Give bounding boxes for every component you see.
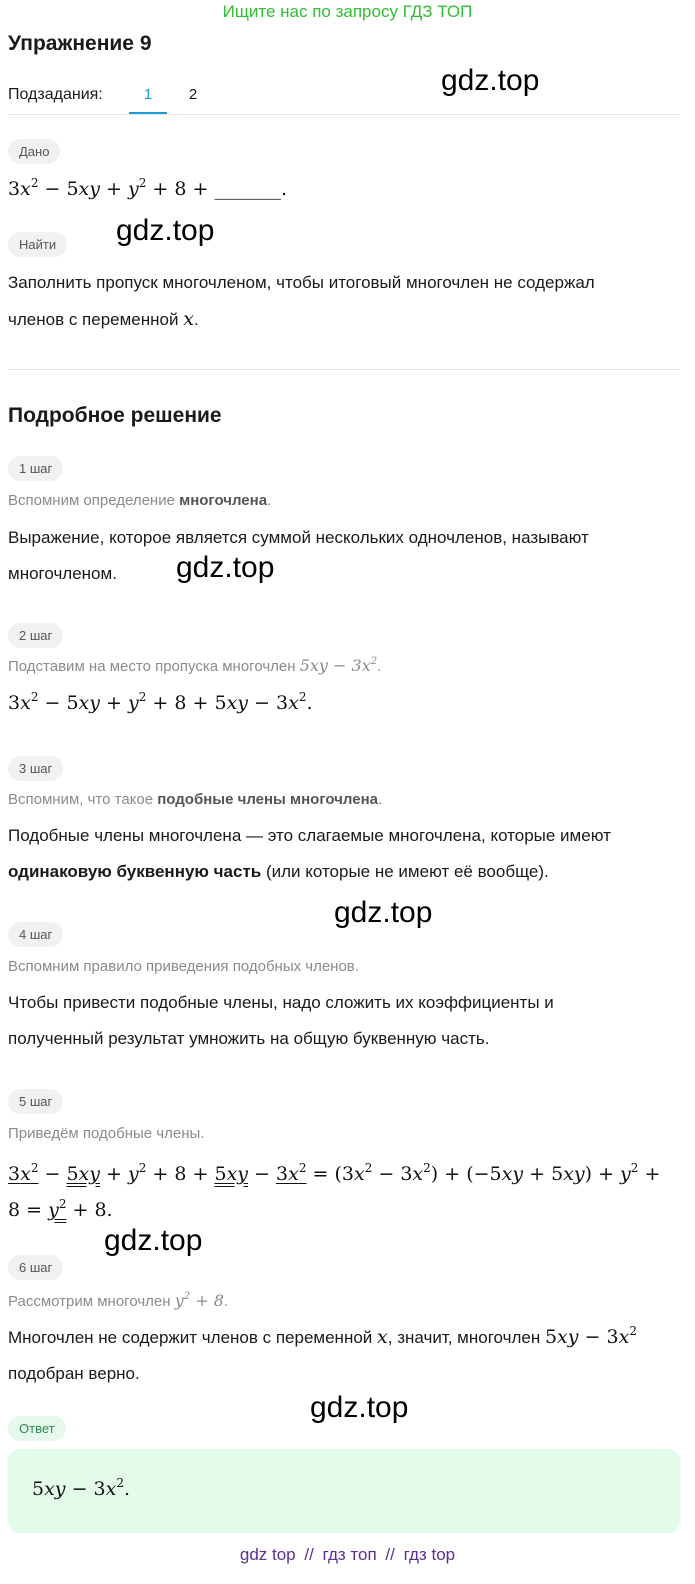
step-6-text: Многочлен не содержит членов с переменной x, значит, многочлен $5xy - 3x^2$ подобран верно. bbox=[8, 1324, 637, 1383]
watermark: gdz.top bbox=[441, 64, 540, 97]
given-expression: $3x^2 - 5xy + y^2 + 8$ + _______. bbox=[8, 176, 288, 200]
answer-expression: $5xy - 3x^2$. bbox=[32, 1476, 131, 1500]
footer-separator: // bbox=[304, 1545, 314, 1564]
find-text-line-2: членов с переменной x. bbox=[8, 308, 199, 330]
step-2-pill: 2 шаг bbox=[8, 623, 63, 648]
step-6-hint: Рассмотрим многочлен $y^2 + 8$. bbox=[8, 1291, 229, 1310]
watermark: gdz.top bbox=[116, 214, 215, 247]
given-pill: Дано bbox=[8, 139, 60, 164]
step-1-pill: 1 шаг bbox=[8, 456, 63, 481]
step-2-hint: Подставим на место пропуска многочлен $5xy - 3x^2$. bbox=[8, 656, 382, 675]
blank: _______ bbox=[214, 178, 281, 200]
step-3-pill: 3 шаг bbox=[8, 756, 63, 781]
subtask-tab-2[interactable]: 2 bbox=[188, 86, 198, 103]
step-5-expression: $3x^2 - 5xy + y^2 + 8 + 5xy - 3x^2 = (3x^2 - 3x^2) + (-5xy + 5xy) + y^2$ + $8 = y^2 + 8$. bbox=[8, 1161, 661, 1221]
solution-title: Подробное решение bbox=[8, 404, 222, 427]
watermark: gdz.top bbox=[104, 1224, 203, 1257]
watermark: gdz.top bbox=[310, 1391, 409, 1424]
watermark: gdz.top bbox=[176, 551, 275, 584]
step-4-text: Чтобы привести подобные члены, надо сложить их коэффициенты и полученный результат умножить на общую буквенную часть. bbox=[8, 993, 554, 1048]
divider bbox=[8, 114, 680, 115]
search-banner: Ищите нас по запросу ГДЗ ТОП bbox=[222, 2, 473, 21]
subtask-tab-1[interactable]: 1 bbox=[143, 86, 153, 103]
step-2-expression: $3x^2 - 5xy + y^2 + 8 + 5xy - 3x^2$. bbox=[8, 690, 313, 714]
step-1-text: Выражение, которое является суммой нескольких одночленов, называют многочленом. bbox=[8, 528, 589, 583]
answer-pill: Ответ bbox=[8, 1416, 66, 1441]
find-pill: Найти bbox=[8, 232, 67, 257]
find-text-line-1: Заполнить пропуск многочленом, чтобы итоговый многочлен не содержал bbox=[8, 273, 595, 292]
divider bbox=[8, 369, 680, 370]
step-5-hint: Приведём подобные члены. bbox=[8, 1125, 205, 1142]
step-5-pill: 5 шаг bbox=[8, 1089, 63, 1114]
step-3-hint: Вспомним, что такое подобные члены многочлена. bbox=[8, 791, 383, 808]
subtasks-label: Подзадания: bbox=[8, 86, 103, 103]
page-title: Упражнение 9 bbox=[8, 32, 152, 55]
step-1-hint: Вспомним определение многочлена. bbox=[8, 492, 272, 509]
find-text bbox=[8, 265, 595, 338]
watermark: gdz.top bbox=[334, 896, 433, 929]
footer-separator: // bbox=[385, 1545, 395, 1564]
step-4-hint: Вспомним правило приведения подобных членов. bbox=[8, 958, 359, 975]
step-6-pill: 6 шаг bbox=[8, 1255, 63, 1280]
footer-link-gdz-top-ru[interactable]: гдз топ bbox=[322, 1545, 377, 1564]
footer-link-gdz-top[interactable]: gdz top bbox=[239, 1545, 296, 1564]
footer-link-gdz-top-mixed[interactable]: гдз top bbox=[403, 1545, 456, 1564]
step-4-pill: 4 шаг bbox=[8, 922, 63, 947]
footer-links bbox=[0, 1545, 695, 1565]
step-3-text: Подобные члены многочлена — это слагаемые многочлена, которые имеют одинаковую буквенную часть (или которые не имеют её вообще). bbox=[8, 826, 611, 881]
